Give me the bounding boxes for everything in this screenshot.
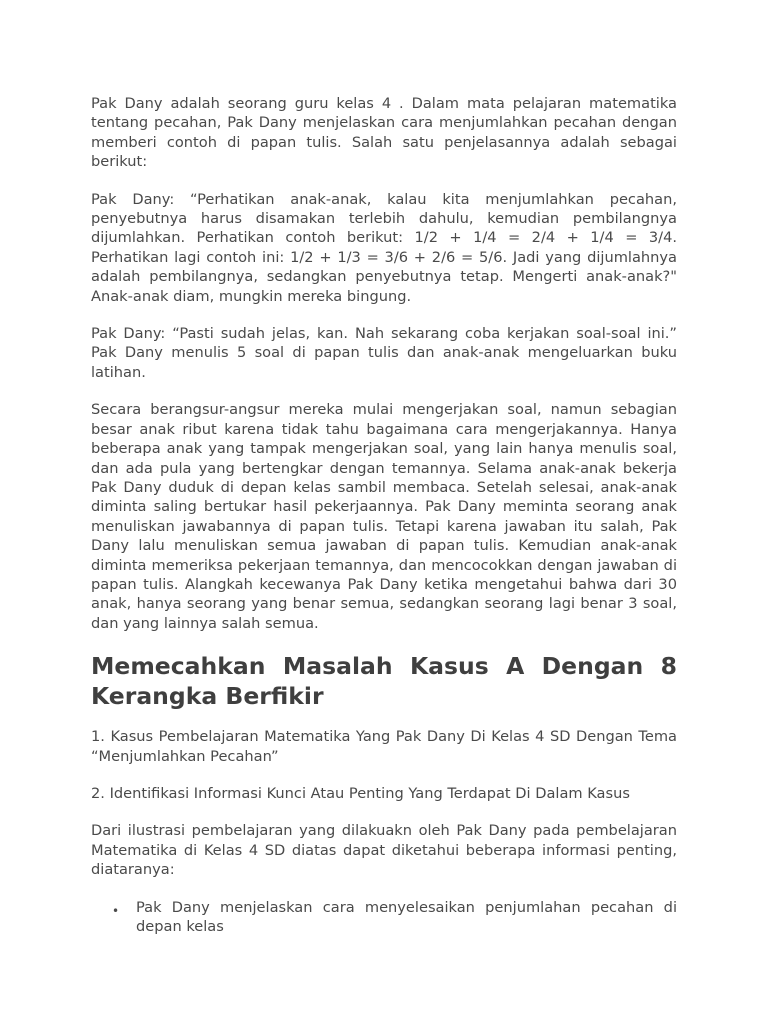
dialogue-paragraph-2: Pak Dany: “Pasti sudah jelas, kan. Nah sekarang coba kerjakan soal-soal ini.” Pak Dany menulis 5 soal di papan tulis dan anak-anak mengeluarkan buku latihan. (91, 325, 677, 381)
bullet-icon: • (112, 903, 120, 918)
narrative-paragraph: Secara berangsur-angsur mereka mulai mengerjakan soal, namun sebagian besar anak ribut karena tidak tahu bagaimana cara mengerjakannya. Hanya beberapa anak yang tampak mengerjakan soal, yang lain hanya menulis soal, dan ada pula yang bertengkar dengan temannya. Selama anak-anak bekerja Pak Dany duduk di depan kelas sambil membaca. Setelah selesai, anak-anak diminta saling bertukar hasil pekerjaannya. Pak Dany meminta seorang anak menuliskan jawabannya di papan tulis. Tetapi karena jawaban itu salah, Pak Dany lalu menuliskan semua jawaban di papan tulis. Kemudian anak-anak diminta memeriksa pekerjaan temannya, dan mencocokkan dengan jawaban di papan tulis. Alangkah kecewanya Pak Dany ketika mengetahui bahwa dari 30 anak, hanya seorang yang benar semua, sedangkan seorang lagi benar 3 soal, dan yang lainnya salah semua. (91, 401, 677, 632)
section-heading: Memecahkan Masalah Kasus A Dengan 8 Kerangka Berfikir (91, 652, 677, 711)
intro-paragraph: Pak Dany adalah seorang guru kelas 4 . Dalam mata pelajaran matematika tentang pecahan, Pak Dany menjelaskan cara menjumlahkan pecahan dengan memberi contoh di papan tulis. Salah satu penjelasannya adalah sebagai berikut: (91, 95, 677, 171)
numbered-item-1: 1. Kasus Pembelajaran Matematika Yang Pak Dany Di Kelas 4 SD Dengan Tema “Menjumlahkan Pecahan” (91, 728, 677, 765)
dialogue-paragraph-1: Pak Dany: “Perhatikan anak-anak, kalau kita menjumlahkan pecahan, penyebutnya harus disamakan terlebih dahulu, kemudian pembilangnya dijumlahkan. Perhatikan contoh berikut: 1/2 + 1/4 = 2/4 + 1/4 = 3/4. Perhatikan lagi contoh ini: 1/2 + 1/3 = 3/6 + 2/6 = 5/6. Jadi yang dijumlahnya adalah pembilangnya, sedangkan penyebutnya tetap. Mengerti anak-anak?" Anak-anak diam, mungkin mereka bingung. (91, 190, 677, 305)
list-item-text: Pak Dany menjelaskan cara menyelesaikan penjumlahan pecahan di depan kelas (136, 898, 677, 935)
bullet-list (91, 898, 677, 937)
document-page (91, 94, 677, 936)
list-item (91, 898, 677, 937)
info-paragraph: Dari ilustrasi pembelajaran yang dilakuakn oleh Pak Dany pada pembelajaran Matematika di Kelas 4 SD diatas dapat diketahui beberapa informasi penting, diataranya: (91, 822, 677, 879)
numbered-item-2: 2. Identifikasi Informasi Kunci Atau Penting Yang Terdapat Di Dalam Kasus (91, 784, 630, 802)
